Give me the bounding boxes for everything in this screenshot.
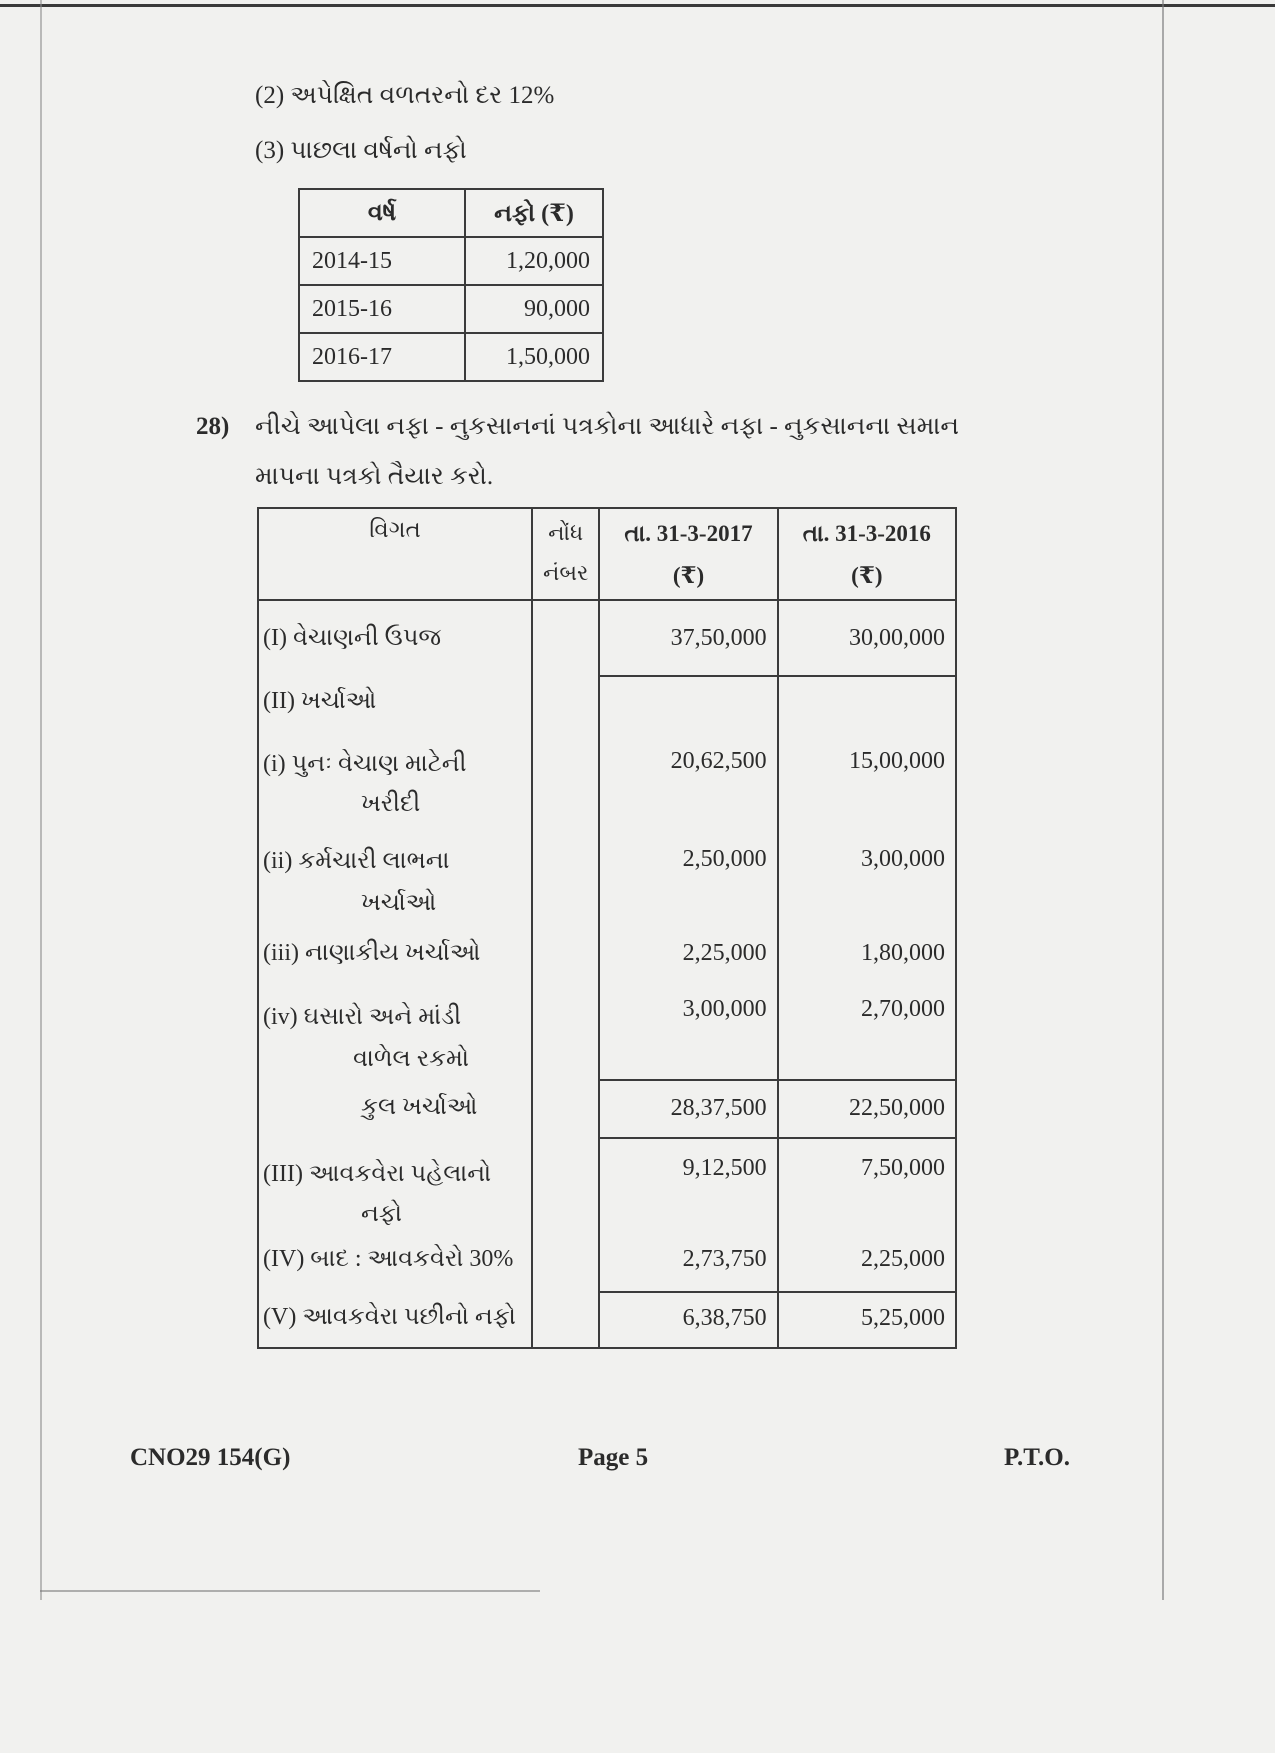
table-row	[258, 924, 956, 982]
note-cell	[532, 1138, 599, 1234]
table-row	[258, 1080, 956, 1138]
amount-2017-cell: 37,50,000	[599, 600, 777, 676]
table-row	[258, 1234, 956, 1292]
amount-2017-cell: 3,00,000	[599, 982, 777, 1080]
particulars-cell	[258, 824, 532, 924]
particulars-cell	[258, 726, 532, 824]
item-3-past-profits: (3) પાછલા વર્ષનો નફો	[255, 137, 467, 164]
particulars-header: વિગત	[258, 508, 532, 600]
year-2017-currency: (₹)	[672, 563, 705, 588]
note-cell	[532, 726, 599, 824]
particulars-line2: વાળેલ રકમો	[353, 1046, 469, 1072]
particulars-cell: (I) વેચાણની ઉપજ	[258, 600, 532, 676]
year-2016-date: તા. 31-3-2016	[802, 521, 931, 546]
particulars-line1: (ii) કર્મચારી લાભના	[263, 848, 450, 874]
amount-2016-cell: 5,25,000	[778, 1292, 956, 1348]
total-expenses-label: કુલ ખર્ચાઓ	[361, 1094, 478, 1120]
table-row	[258, 600, 956, 676]
item-2-expected-return: (2) અપેક્ષિત વળતરનો દર 12%	[255, 82, 555, 109]
year-header: વર્ષ	[299, 189, 465, 237]
particulars-cell	[258, 1080, 532, 1138]
profit-cell: 90,000	[465, 285, 603, 333]
note-number-header	[532, 508, 599, 600]
year-2016-currency: (₹)	[851, 563, 883, 588]
year-2017-date: તા. 31-3-2017	[624, 521, 753, 546]
particulars-line2: ખરીદી	[361, 791, 421, 817]
table-header-row	[258, 508, 956, 600]
amount-2016-cell: 2,70,000	[778, 982, 956, 1080]
particulars-line1: (III) આવકવેરા પહેલાનો	[263, 1161, 492, 1187]
page-bottom-edge	[40, 1590, 540, 1592]
table-header-row	[299, 189, 603, 237]
profit-cell: 1,50,000	[465, 333, 603, 381]
particulars-cell: (V) આવકવેરા પછીનો નફો	[258, 1292, 532, 1348]
note-header-line2: નંબર	[542, 560, 589, 585]
page-left-edge	[40, 0, 42, 1600]
note-cell	[532, 600, 599, 676]
particulars-line2: નફો	[361, 1201, 403, 1227]
note-cell	[532, 676, 599, 726]
amount-2016-cell: 15,00,000	[778, 726, 956, 824]
page-right-edge	[1162, 0, 1164, 1600]
year-cell: 2016-17	[299, 333, 465, 381]
table-row	[258, 676, 956, 726]
profit-cell: 1,20,000	[465, 237, 603, 285]
table-row	[258, 726, 956, 824]
amount-2017-cell: 2,73,750	[599, 1234, 777, 1292]
page-top-border	[0, 4, 1275, 7]
amount-2016-cell: 3,00,000	[778, 824, 956, 924]
question-28-text-line2: માપના પત્રકો તૈયાર કરો.	[255, 463, 494, 490]
year-2016-header	[778, 508, 956, 600]
table-row	[258, 1138, 956, 1234]
amount-2016-cell: 7,50,000	[778, 1138, 956, 1234]
amount-2016-cell: 1,80,000	[778, 924, 956, 982]
amount-2017-cell: 6,38,750	[599, 1292, 777, 1348]
note-cell	[532, 1292, 599, 1348]
note-cell	[532, 1080, 599, 1138]
note-header-line1: નોંધ	[548, 520, 584, 545]
profit-header: નફો (₹)	[465, 189, 603, 237]
year-2017-header	[599, 508, 777, 600]
table-row	[299, 237, 603, 285]
particulars-cell: (II) ખર્ચાઓ	[258, 676, 532, 726]
amount-2016-cell: 22,50,000	[778, 1080, 956, 1138]
amount-2017-cell	[599, 676, 777, 726]
particulars-cell: (iii) નાણાકીય ખર્ચાઓ	[258, 924, 532, 982]
note-cell	[532, 924, 599, 982]
amount-2017-cell: 20,62,500	[599, 726, 777, 824]
past-profit-table	[298, 188, 604, 382]
year-cell: 2014-15	[299, 237, 465, 285]
paper-code: CNO29 154(G)	[130, 1444, 291, 1471]
amount-2016-cell	[778, 676, 956, 726]
particulars-cell	[258, 1138, 532, 1234]
amount-2017-cell: 2,25,000	[599, 924, 777, 982]
amount-2016-cell: 2,25,000	[778, 1234, 956, 1292]
table-row	[258, 982, 956, 1080]
table-row	[258, 824, 956, 924]
particulars-line2: ખર્ચાઓ	[361, 890, 437, 916]
amount-2017-cell: 28,37,500	[599, 1080, 777, 1138]
year-cell: 2015-16	[299, 285, 465, 333]
particulars-line1: (i) પુનઃ વેચાણ માટેની	[263, 751, 467, 777]
table-row	[299, 333, 603, 381]
question-28-text-line1: નીચે આપેલા નફા - નુકસાનનાં પત્રકોના આધારે નફા - નુકસાનના સમાન	[255, 413, 959, 440]
particulars-cell	[258, 982, 532, 1080]
table-row	[258, 1292, 956, 1348]
question-28-number: 28)	[196, 413, 230, 440]
table-row	[299, 285, 603, 333]
particulars-line1: (iv) ઘસારો અને માંડી	[263, 1004, 462, 1030]
amount-2017-cell: 9,12,500	[599, 1138, 777, 1234]
particulars-cell: (IV) બાદ : આવકવેરો 30%	[258, 1234, 532, 1292]
note-cell	[532, 982, 599, 1080]
profit-loss-statement-table	[257, 507, 957, 1349]
note-cell	[532, 824, 599, 924]
page-number: Page 5	[578, 1444, 649, 1471]
amount-2017-cell: 2,50,000	[599, 824, 777, 924]
pto-label: P.T.O.	[1004, 1444, 1070, 1471]
note-cell	[532, 1234, 599, 1292]
amount-2016-cell: 30,00,000	[778, 600, 956, 676]
